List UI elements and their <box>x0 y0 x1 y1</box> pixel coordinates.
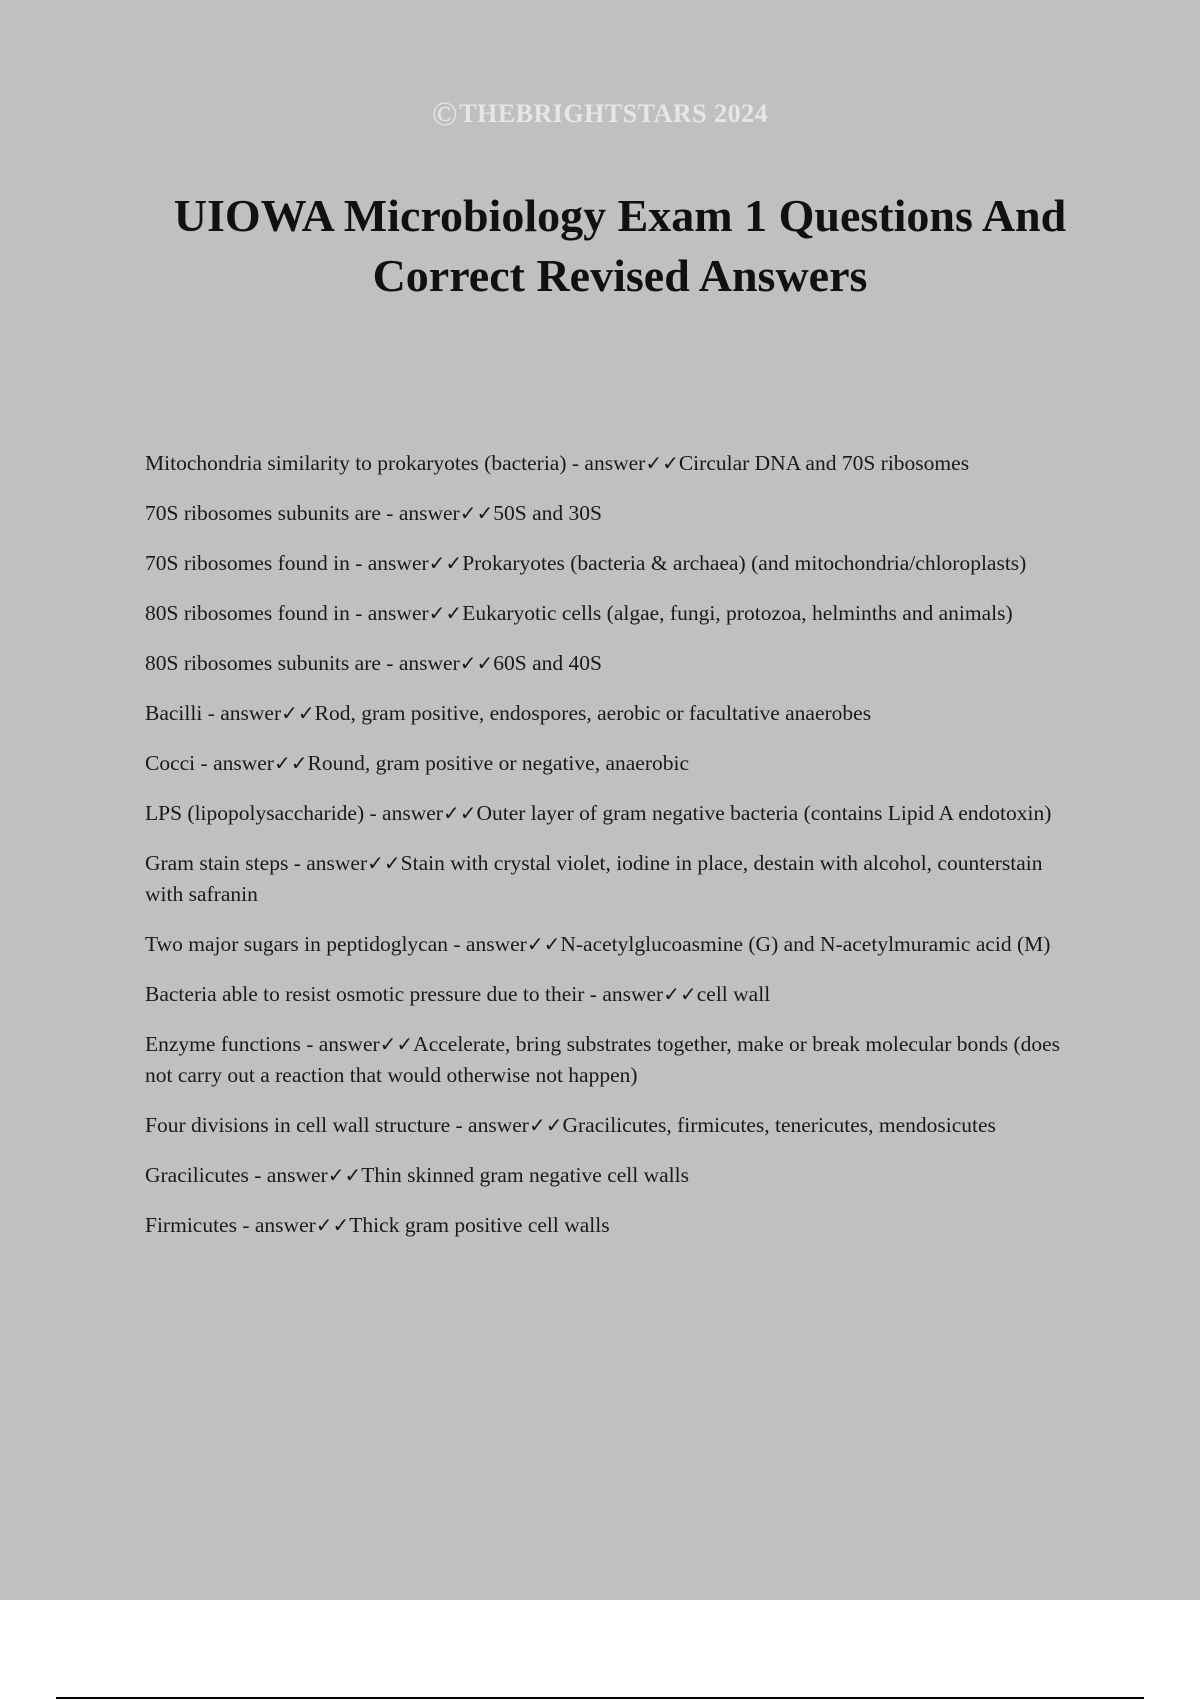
answer-label: - answer <box>450 1113 529 1137</box>
answer-text: cell wall <box>696 982 771 1006</box>
answer-text: Outer layer of gram negative bacteria (contains Lipid A endotoxin) <box>476 801 1052 825</box>
answer-label: - answer <box>349 551 429 575</box>
answer-label: - answer <box>300 1032 380 1056</box>
question-text: Gram stain steps <box>145 851 289 875</box>
answer-label: - answer <box>566 451 646 475</box>
question-text: LPS (lipopolysaccharide) <box>145 801 365 825</box>
qa-item <box>145 979 1085 1010</box>
qa-item <box>145 598 1085 629</box>
question-text: Bacilli <box>145 701 203 725</box>
question-text: 70S ribosomes subunits are <box>145 501 381 525</box>
question-text: Gracilicutes <box>145 1163 249 1187</box>
answer-label: - answer <box>584 982 664 1006</box>
answer-label: - answer <box>380 651 460 675</box>
double-check-icon: ✓✓ <box>526 932 561 956</box>
answer-text: Thin skinned gram negative cell walls <box>361 1163 689 1187</box>
answer-label: - answer <box>248 1163 328 1187</box>
document-title: UIOWA Microbiology Exam 1 Questions And Correct Revised Answers <box>173 190 1067 301</box>
answer-label: - answer <box>288 851 368 875</box>
question-text: Bacteria able to resist osmotic pressure due to their <box>145 982 585 1006</box>
answer-label: - answer <box>349 601 429 625</box>
double-check-icon: ✓✓ <box>315 1213 350 1237</box>
copyright-symbol: © <box>431 96 459 133</box>
answer-text: Thick gram positive cell walls <box>349 1213 610 1237</box>
double-check-icon: ✓✓ <box>281 701 315 725</box>
qa-item <box>145 498 1085 529</box>
double-check-icon: ✓✓ <box>428 551 463 575</box>
answer-text: Round, gram positive or negative, anaerobic <box>307 751 689 775</box>
question-text: Enzyme functions <box>145 1032 301 1056</box>
question-text: Two major sugars in peptidoglycan <box>145 932 449 956</box>
answer-text: Gracilicutes, firmicutes, tenericutes, mendosicutes <box>562 1113 996 1137</box>
answer-text: Prokaryotes (bacteria & archaea) (and mitochondria/chloroplasts) <box>462 551 1027 575</box>
footer-divider <box>56 1697 1144 1699</box>
qa-item <box>145 1110 1085 1141</box>
double-check-icon: ✓✓ <box>459 651 494 675</box>
answer-label: - answer <box>195 751 274 775</box>
answer-label: - answer <box>380 501 460 525</box>
answer-label: - answer <box>364 801 443 825</box>
qa-item <box>145 448 1085 479</box>
double-check-icon: ✓✓ <box>428 601 463 625</box>
question-text: Mitochondria similarity to prokaryotes (bacteria) <box>145 451 567 475</box>
qa-item <box>145 1210 1085 1241</box>
qa-item <box>145 648 1085 679</box>
double-check-icon: ✓✓ <box>273 751 308 775</box>
double-check-icon: ✓✓ <box>645 451 679 475</box>
qa-item <box>145 798 1085 829</box>
answer-text: N-acetylglucoasmine (G) and N-acetylmuramic acid (M) <box>560 932 1051 956</box>
watermark-text: THEBRIGHTSTARS 2024 <box>459 99 769 128</box>
answer-text: Accelerate, bring substrates together, make or break molecular bonds (does not carry out a reaction that would otherwise not happen) <box>145 1032 1061 1087</box>
answer-text: 50S and 30S <box>493 501 602 525</box>
qa-item <box>145 1029 1085 1091</box>
answer-label: - answer <box>448 932 527 956</box>
qa-item <box>145 748 1085 779</box>
qa-item <box>145 548 1085 579</box>
qa-item <box>145 929 1085 960</box>
question-text: Cocci <box>145 751 196 775</box>
question-text: Firmicutes <box>145 1213 237 1237</box>
question-text: 80S ribosomes subunits are <box>145 651 381 675</box>
qa-item <box>145 698 1085 729</box>
answer-text: Stain with crystal violet, iodine in place, destain with alcohol, counterstain with safranin <box>145 851 1043 906</box>
question-text: 70S ribosomes found in <box>145 551 350 575</box>
double-check-icon: ✓✓ <box>459 501 494 525</box>
qa-item <box>145 1160 1085 1191</box>
double-check-icon: ✓✓ <box>367 851 401 875</box>
qa-item <box>145 848 1085 910</box>
double-check-icon: ✓✓ <box>379 1032 414 1056</box>
double-check-icon: ✓✓ <box>663 982 697 1006</box>
answer-text: 60S and 40S <box>493 651 602 675</box>
qa-list <box>145 448 1085 1260</box>
answer-text: Eukaryotic cells (algae, fungi, protozoa, helminths and animals) <box>462 601 1013 625</box>
answer-label: - answer <box>236 1213 316 1237</box>
double-check-icon: ✓✓ <box>327 1163 362 1187</box>
answer-label: - answer <box>202 701 282 725</box>
question-text: 80S ribosomes found in <box>145 601 350 625</box>
double-check-icon: ✓✓ <box>528 1113 563 1137</box>
double-check-icon: ✓✓ <box>442 801 477 825</box>
question-text: Four divisions in cell wall structure <box>145 1113 451 1137</box>
watermark <box>0 96 1200 134</box>
answer-text: Circular DNA and 70S ribosomes <box>678 451 970 475</box>
answer-text: Rod, gram positive, endospores, aerobic or facultative anaerobes <box>314 701 872 725</box>
